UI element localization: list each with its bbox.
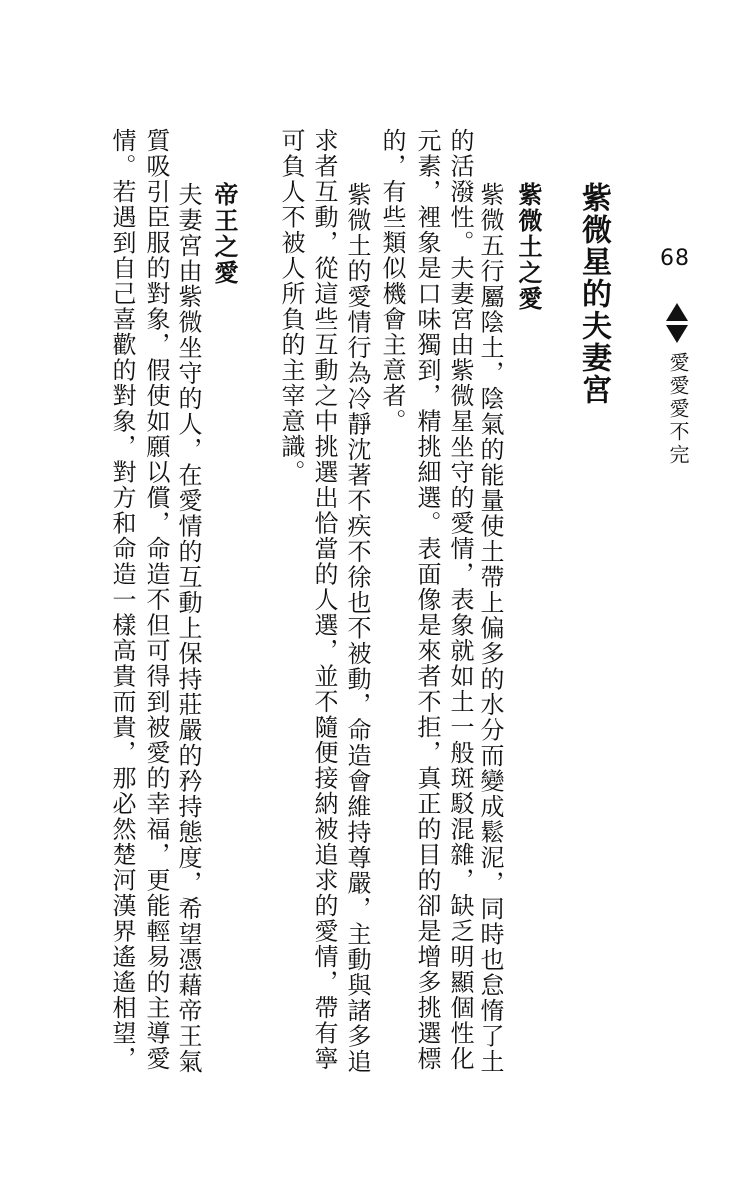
body-line: 求者互動，從這些互動之中挑選出恰當的人選，並不隨便接納被追求的愛情，帶有寧: [310, 128, 338, 1072]
running-title: 愛愛愛不完: [666, 352, 690, 467]
body-line: 可負人不被人所負的主宰意識。: [277, 128, 305, 485]
body-line: 情。若遇到自己喜歡的對象，對方和命造一樣高貴而貴，那必然楚河漢界遙遙相望，: [108, 128, 136, 1072]
body-line: 的，有些類似機會主意者。: [378, 128, 406, 434]
body-line: 紫微土的愛情行為冷靜沈著不疾不徐也不被動，命造會維持尊嚴，主動與諸多追: [343, 182, 371, 1075]
body-line: 夫妻宮由紫微坐守的人，在愛情的互動上保持莊嚴的矜持態度，希望憑藉帝王氣: [174, 182, 202, 1075]
section-heading: 紫微土之愛: [514, 182, 542, 312]
chapter-title: 紫微星的夫妻宮: [576, 182, 611, 406]
body-line: 質吸引臣服的對象，假使如願以償，命造不但可得到被愛的幸福，更能輕易的主導愛: [142, 128, 170, 1072]
body-line: 紫微五行屬陰土，陰氣的能量使土帶上偏多的水分而變成鬆泥，同時也怠惰了土: [476, 182, 504, 1075]
body-line: 的活潑性。夫妻宮由紫微星坐守的愛情，表象就如土一般斑駁混雜，缺乏明顯個性化: [446, 128, 474, 1072]
body-line: 元素，裡象是口味獨到，精挑細選。表面像是來者不拒，真正的目的卻是增多挑選標: [413, 128, 441, 1072]
up-down-arrows-icon: [665, 302, 689, 344]
page-number-digits: 68: [660, 246, 690, 271]
page-number: [660, 248, 690, 270]
section-heading: 帝王之愛: [210, 182, 238, 286]
